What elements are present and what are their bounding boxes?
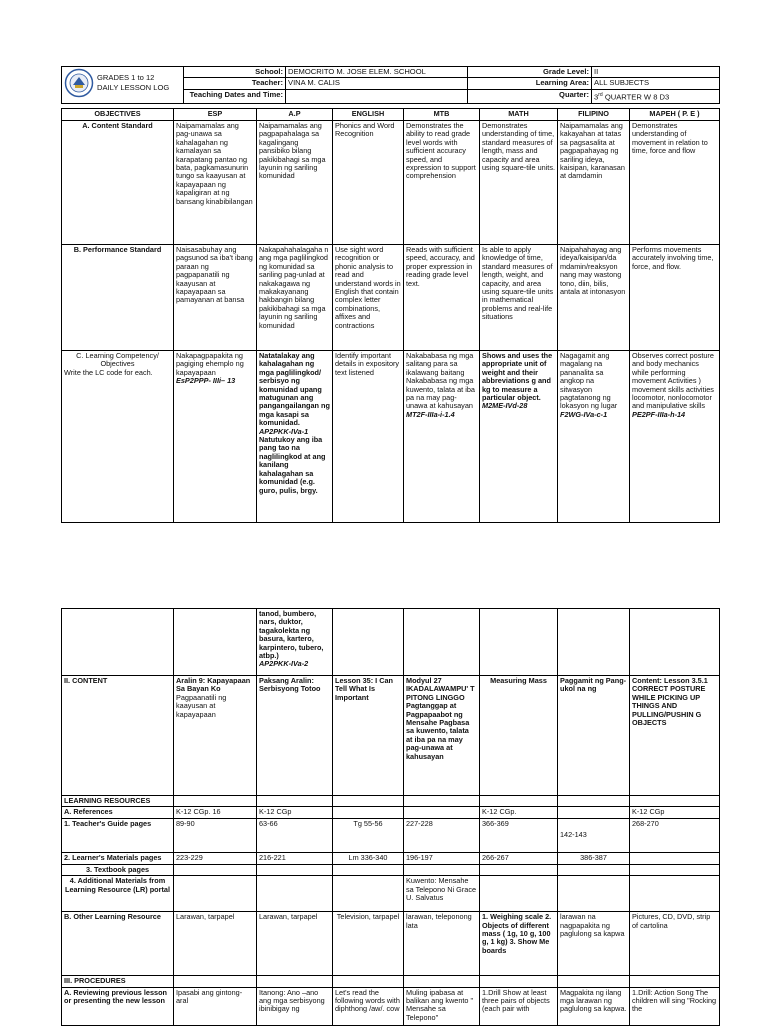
school-value: DEMOCRITO M. JOSE ELEM. SCHOOL: [286, 67, 468, 78]
learning-area-label: Learning Area:: [468, 78, 592, 89]
lc-code: MT2F-IIIa-i-1.4: [406, 409, 455, 419]
col-english: ENGLISH: [333, 109, 404, 121]
cell-math: Demonstrates understanding of time, standard measures of length, mass and capacity and area using square-tile units.: [480, 121, 558, 245]
col-esp: ESP: [174, 109, 257, 121]
row-label: B. Other Learning Resource: [62, 912, 174, 976]
cell-ap: tanod, bumbero, nars, duktor, tagakolekta ng basura, kartero, karpintero, tubero, atbp.) AP2PKK-IVa-2: [257, 609, 333, 676]
lc-code: PE2PF-IIIa-h-14: [632, 409, 686, 419]
lesson-log-table: [61, 108, 720, 523]
cell-english: Use sight word recognition or phonic analysis to read and understand words in English that contain complex letter combinations, affixes and contractions: [333, 245, 404, 351]
col-objectives: OBJECTIVES: [62, 109, 174, 121]
row-label: B. Performance Standard: [62, 245, 174, 351]
row-label: 2. Learner's Materials pages: [62, 852, 174, 864]
textbook-row: [62, 864, 720, 875]
log-title: DAILY LESSON LOG: [97, 83, 170, 92]
row-label: A. Reviewing previous lesson or presenting the new lesson: [62, 987, 174, 1025]
row-label: LEARNING RESOURCES: [62, 796, 174, 807]
cell-mapeh: Performs movements accurately involving time, force, and flow.: [630, 245, 720, 351]
cell-mapeh: Observes correct posture and body mechanics while performing movement Activities ) movement skills activities locomotor, nonlocomotor and manipulative skills PE2PF-IIIa-h-14: [630, 351, 720, 523]
cell-esp: Aralin 9: Kapayapaan Sa Bayan Ko Pagpaanatili ng kaayusan at kapayapaan: [174, 676, 257, 796]
cell-mapeh: Content: Lesson 3.5.1 CORRECT POSTURE WHILE PICKING UP THINGS AND PULLING/PUSHIN G OBJECTS: [630, 676, 720, 796]
learning-resources-row: [62, 796, 720, 807]
col-math: MATH: [480, 109, 558, 121]
cell-mtb: Nakababasa ng mga salitang para sa ikalawang baitang Nakababasa ng mga kuwento, talata at iba pa na may pag-unawa at kahusayan MT2F-IIIa-i-1.4: [404, 351, 480, 523]
cell-ap: Paksang Aralin: Serbisyong Totoo: [257, 676, 333, 796]
cell-mtb: Demonstrates the ability to read grade level words with sufficient accuracy speed, and expression to support comprehension: [404, 121, 480, 245]
cell-filipino: Naipamamalas ang kakayahan at tatas sa pagsasalita at pagpapahayag ng sariling ideya, kaisipan, karanasan at damdamin: [558, 121, 630, 245]
learners-materials-row: 2. Learner's Materials pages 223-229 216-221 Lm 336-340 196-197 266-267 386-387: [62, 852, 720, 864]
cell-esp: Nakapagpapakita ng pagiging ehemplo ng kapayapaan EsP2PPP- IIIi– 13: [174, 351, 257, 523]
cell-ap: Naipamamalas ang pagpapahalaga sa kagalingang pansibiko bilang pakikibahagi sa mga layunin ng sariling komunidad: [257, 121, 333, 245]
row-label: II. CONTENT: [62, 676, 174, 796]
cell-mapeh: Demonstrates understanding of movement in relation to time, force and flow: [630, 121, 720, 245]
additional-materials-row: 4. Additional Materials from Learning Resource (LR) portal Kuwento: Mensahe sa Telepono Ni Grace U. Salvatus: [62, 876, 720, 912]
lc-code: EsP2PPP- IIIi– 13: [176, 376, 236, 386]
cell-filipino: Nagagamit ang magalang na pananalita sa angkop na sitwasyon pagtatanong ng lokasyon ng lugar F2WG-IVa-c-1: [558, 351, 630, 523]
school-label: School:: [184, 67, 286, 78]
cell-esp: Naipamamalas ang pag-unawa sa kahalagahan ng kamalayan sa karapatang pantao ng bata, pagkamasunurin tungo sa kaayusan at kapayapaan ng kapaligiran at ng bansang kinabibilangan: [174, 121, 257, 245]
procedures-row: [62, 976, 720, 987]
grade-level-value: II: [592, 67, 720, 78]
content-row: [62, 676, 720, 796]
row-label: A. Content Standard: [62, 121, 174, 245]
quarter-label: Quarter:: [468, 89, 592, 103]
cell-math: Is able to apply knowledge of time, standard measures of length, weight, and capacity, and area using square-tile units in mathematical problems and real-life situations: [480, 245, 558, 351]
continued-row: [62, 609, 720, 676]
learning-competency-row: [62, 351, 720, 523]
cell-ap: Natatalakay ang kahalagahan ng mga paglilingkod/ serbisyo ng komunidad upang matugunan ang pangangailangan ng mga kasapi sa komunidad. AP2PKK-IVa-1 Natutukoy ang iba pang tao na naglilingkod at ang kanilang kahalagahan sa komunidad (e.g. guro, pulis, brgy.: [257, 351, 333, 523]
lesson-log-table-continued: [61, 608, 720, 1026]
row-label: 3. Textbook pages: [62, 864, 174, 875]
performance-standard-row: [62, 245, 720, 351]
teacher-value: VINA M. CALIS: [286, 78, 468, 89]
quarter-value: 3rd QUARTER W 8 D3: [592, 89, 720, 103]
dates-value: [286, 89, 468, 103]
row-label: A. References: [62, 807, 174, 818]
cell-mtb: Modyul 27 IKADALAWAMPU' T PITONG LINGGO Pagtanggap at Pagpapaabot ng Mensahe Pagbasa sa kuwento, talata at iba pa na may pag-unawa at kahusayan: [404, 676, 480, 796]
references-row: A. References K-12 CGp. 16 K-12 CGp K-12 CGp. K-12 CGp: [62, 807, 720, 818]
header-logo-cell: [62, 67, 184, 104]
col-ap: A.P: [257, 109, 333, 121]
row-label: 1. Teacher's Guide pages: [62, 818, 174, 852]
row-label: III. PROCEDURES: [62, 976, 174, 987]
cell-filipino: Naipahahayag ang ideya/kaisipan/da mdamin/reaksyon nang may wastong tono, diin, bilis, antala at intonasyon: [558, 245, 630, 351]
cell-filipino: Paggamit ng Pang-ukol na ng: [558, 676, 630, 796]
header-table: [61, 66, 720, 104]
grades-label: GRADES 1 to 12: [97, 73, 155, 82]
lc-code: AP2PKK-IVa-1: [259, 426, 309, 436]
dates-label: Teaching Dates and Time:: [184, 89, 286, 103]
cell-english: Phonics and Word Recognition: [333, 121, 404, 245]
col-mapeh: MAPEH ( P. E ): [630, 109, 720, 121]
col-filipino: FILIPINO: [558, 109, 630, 121]
row-label: 4. Additional Materials from Learning Resource (LR) portal: [62, 876, 174, 912]
column-header-row: [62, 109, 720, 121]
review-row: A. Reviewing previous lesson or presenting the new lesson Ipasabi ang gintong-aral Itanong: Ano –ano ang mga serbisyong ibinibigay ng Let's read the following words with diphthong /aw/. cow Muling ipabasa at balikan ang kwento " Mensahe sa Telepono" 1.Drill Show at least three pairs of objects (each pair with Magpakita ng ilang mga larawan ng paglulong sa kapwa. 1.Drill: Action Song The children will sing "Rocking the: [62, 987, 720, 1025]
teacher-label: Teacher:: [184, 78, 286, 89]
lc-code: M2ME-IVd-28: [482, 401, 528, 411]
cell-ap: Nakapahahalagaha n ang mga paglilingkod ng komunidad sa sariling pag-unlad at nakakagawa ng makakayanang hakbangin bilang pakikibahagi sa mga layunin ng sariling komunidad: [257, 245, 333, 351]
cell-math: Shows and uses the appropriate unit of weight and their abbreviations g and kg to measure a particular object. M2ME-IVd-28: [480, 351, 558, 523]
grade-level-label: Grade Level:: [468, 67, 592, 78]
cell-mtb: Reads with sufficient speed, accuracy, and proper expression in reading grade level text.: [404, 245, 480, 351]
lc-code: AP2PKK-IVa-2: [259, 659, 309, 669]
content-standard-row: [62, 121, 720, 245]
cell-esp: Naisasabuhay ang pagsunod sa iba't ibang paraan ng pagpapanatili ng kaayusan at kapayapaan sa pamayanan at bansa: [174, 245, 257, 351]
col-mtb: MTB: [404, 109, 480, 121]
other-resources-row: B. Other Learning Resource Larawan, tarpapel Larawan, tarpapel Television, tarpapel larawan, teleponong lata 1. Weighing scale 2. Objects of different mass ( 1g, 10 g, 100 g, 1 kg) 3. Show Me boards larawan na nagpapakita ng paglulong sa kapwa Pictures, CD, DVD, strip of cartolina: [62, 912, 720, 976]
lc-code: F2WG-IVa-c-1: [560, 409, 608, 419]
cell-math: Measuring Mass: [480, 676, 558, 796]
cell-english: Identify important details in expository text listened: [333, 351, 404, 523]
deped-seal-icon: [64, 68, 94, 98]
row-label: C. Learning Competency/ Objectives Write the LC code for each.: [62, 351, 174, 523]
teachers-guide-row: 1. Teacher's Guide pages 89-90 63-66 Tg 55-56 227-228 366-369 142-143 268-270: [62, 818, 720, 852]
learning-area-value: ALL SUBJECTS: [592, 78, 720, 89]
cell-english: Lesson 35: I Can Tell What Is Important: [333, 676, 404, 796]
